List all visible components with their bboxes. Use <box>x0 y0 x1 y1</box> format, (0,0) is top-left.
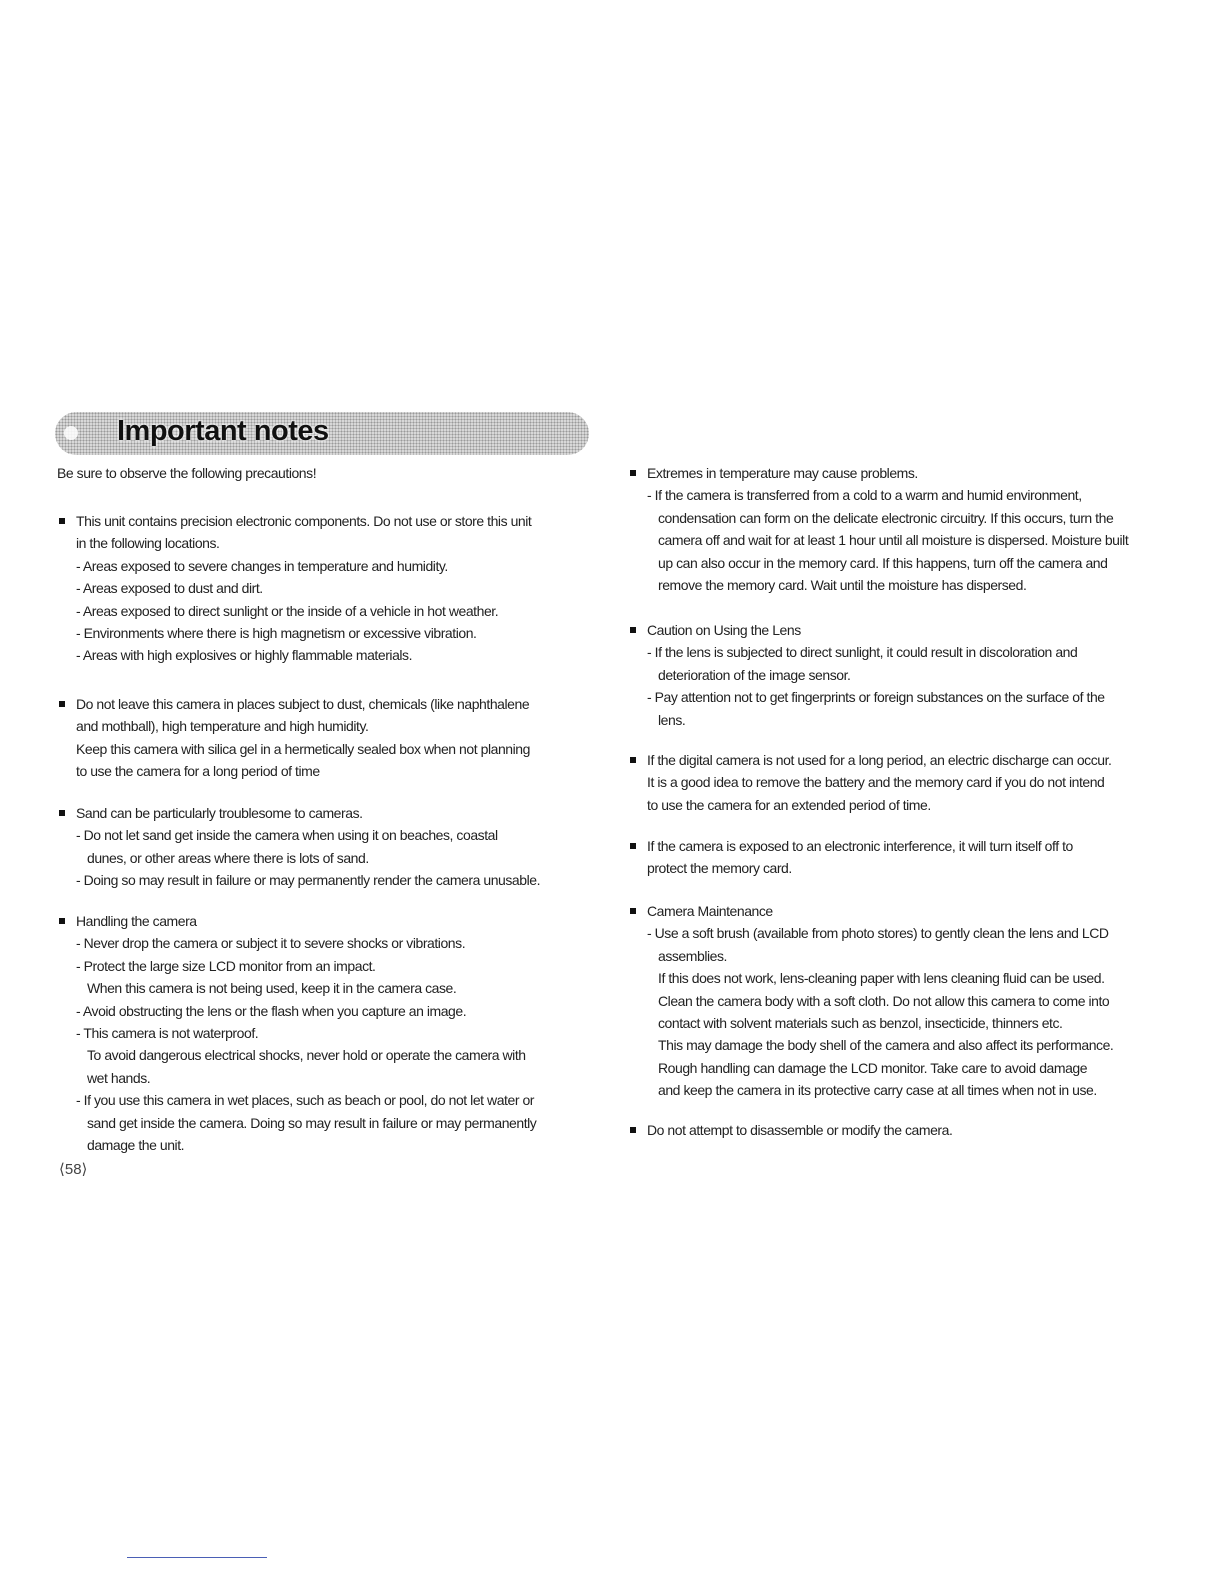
note-bullet-line: Extremes in temperature may cause problems. <box>628 462 1128 484</box>
note-text-line: - Doing so may result in failure or may permanently render the camera unusable. <box>76 872 541 889</box>
note-text-line: - Protect the large size LCD monitor from an impact. <box>76 957 376 974</box>
note-item <box>57 910 536 1156</box>
note-text-line: - If you use this camera in wet places, such as beach or pool, do not let water or <box>76 1092 535 1109</box>
note-bullet-line: Sand can be particularly troublesome to cameras. <box>57 802 540 824</box>
note-text-line: assemblies. <box>658 947 727 964</box>
note-text-line: - Environments where there is high magnetism or excessive vibration. <box>76 625 477 642</box>
note-text-line: and mothball), high temperature and high humidity. <box>76 718 369 735</box>
note-text-line: When this camera is not being used, keep it in the camera case. <box>87 980 457 997</box>
note-text-line: remove the memory card. Wait until the moisture has dispersed. <box>658 577 1027 594</box>
note-text-line: To avoid dangerous electrical shocks, never hold or operate the camera with <box>87 1047 526 1064</box>
note-text-line: - Never drop the camera or subject it to severe shocks or vibrations. <box>76 935 466 952</box>
note-text-line: Clean the camera body with a soft cloth. Do not allow this camera to come into <box>658 992 1110 1009</box>
note-text-line: lens. <box>658 711 686 728</box>
bullet-circle-icon <box>64 426 78 440</box>
note-text-line: It is a good idea to remove the battery and the memory card if you do not intend <box>647 774 1105 791</box>
intro-paragraph <box>57 462 316 484</box>
section-title-banner <box>55 412 589 455</box>
note-item <box>628 462 1128 596</box>
footer-rule <box>127 1557 267 1558</box>
note-item <box>57 510 531 667</box>
note-bullet-line: Do not leave this camera in places subject to dust, chemicals (like naphthalene <box>57 693 530 715</box>
note-text-line: and keep the camera in its protective carry case at all times when not in use. <box>658 1082 1097 1099</box>
note-text-line: condensation can form on the delicate electronic circuitry. If this occurs, turn the <box>658 509 1114 526</box>
note-text-line: If this does not work, lens-cleaning paper with lens cleaning fluid can be used. <box>658 970 1105 987</box>
note-text-line: wet hands. <box>87 1069 151 1086</box>
note-text-line: camera off and wait for at least 1 hour until all moisture is dispersed. Moisture built <box>658 532 1129 549</box>
note-item <box>628 619 1105 731</box>
note-bullet-line: Caution on Using the Lens <box>628 619 1105 641</box>
page-title: Important notes <box>117 415 329 447</box>
note-text-line: - Avoid obstructing the lens or the flash when you capture an image. <box>76 1002 467 1019</box>
page-number-value: 58 <box>64 1161 82 1178</box>
note-text-line: dunes, or other areas where there is lots of sand. <box>87 849 369 866</box>
note-text-line: contact with solvent materials such as benzol, insecticide, thinners etc. <box>658 1015 1063 1032</box>
note-text-line: up can also occur in the memory card. If this happens, turn off the camera and <box>658 554 1108 571</box>
note-text-line: - Use a soft brush (available from photo stores) to gently clean the lens and LCD <box>647 925 1109 942</box>
note-text-line: - Pay attention not to get fingerprints or foreign substances on the surface of the <box>647 689 1105 706</box>
note-item <box>628 900 1113 1102</box>
note-bullet-line: Handling the camera <box>57 910 536 932</box>
note-text-line: - If the lens is subjected to direct sunlight, it could result in discoloration and <box>647 644 1078 661</box>
note-text-line: to use the camera for an extended period of time. <box>647 796 931 813</box>
note-text-line: - This camera is not waterproof. <box>76 1025 259 1042</box>
note-item <box>628 749 1111 816</box>
note-text-line: damage the unit. <box>87 1137 185 1154</box>
note-text-line: - Areas exposed to direct sunlight or the inside of a vehicle in hot weather. <box>76 602 499 619</box>
note-item <box>57 693 530 783</box>
note-text-line: to use the camera for a long period of time <box>76 763 320 780</box>
note-bullet-line: If the digital camera is not used for a long period, an electric discharge can occur. <box>628 749 1111 771</box>
note-text-line: - If the camera is transferred from a cold to a warm and humid environment, <box>647 487 1082 504</box>
note-text-line: in the following locations. <box>76 535 220 552</box>
note-text-line: - Areas exposed to dust and dirt. <box>76 580 263 597</box>
note-text-line: Rough handling can damage the LCD monitor. Take care to avoid damage <box>658 1059 1088 1076</box>
note-text-line: Keep this camera with silica gel in a hermetically sealed box when not planning <box>76 740 530 757</box>
note-bullet-line: If the camera is exposed to an electronic interference, it will turn itself off to <box>628 835 1073 857</box>
note-text-line: - Areas with high explosives or highly flammable materials. <box>76 647 413 664</box>
note-bullet-line: Do not attempt to disassemble or modify the camera. <box>628 1119 952 1141</box>
note-text-line: - Areas exposed to severe changes in temperature and humidity. <box>76 557 448 574</box>
note-bullet-line: Camera Maintenance <box>628 900 1113 922</box>
note-text-line: Be sure to observe the following precautions! <box>57 465 317 481</box>
note-bullet-line: This unit contains precision electronic components. Do not use or store this unit <box>57 510 531 532</box>
note-text-line: protect the memory card. <box>647 860 792 877</box>
note-text-line: This may damage the body shell of the camera and also affect its performance. <box>658 1037 1114 1054</box>
note-text-line: deterioration of the image sensor. <box>658 666 851 683</box>
page-number: ⟨58⟩ <box>59 1161 88 1178</box>
note-item <box>628 835 1073 880</box>
note-item <box>57 802 540 892</box>
note-text-line: - Do not let sand get inside the camera when using it on beaches, coastal <box>76 827 498 844</box>
note-item <box>628 1119 952 1141</box>
note-text-line: sand get inside the camera. Doing so may result in failure or may permanently <box>87 1114 537 1131</box>
